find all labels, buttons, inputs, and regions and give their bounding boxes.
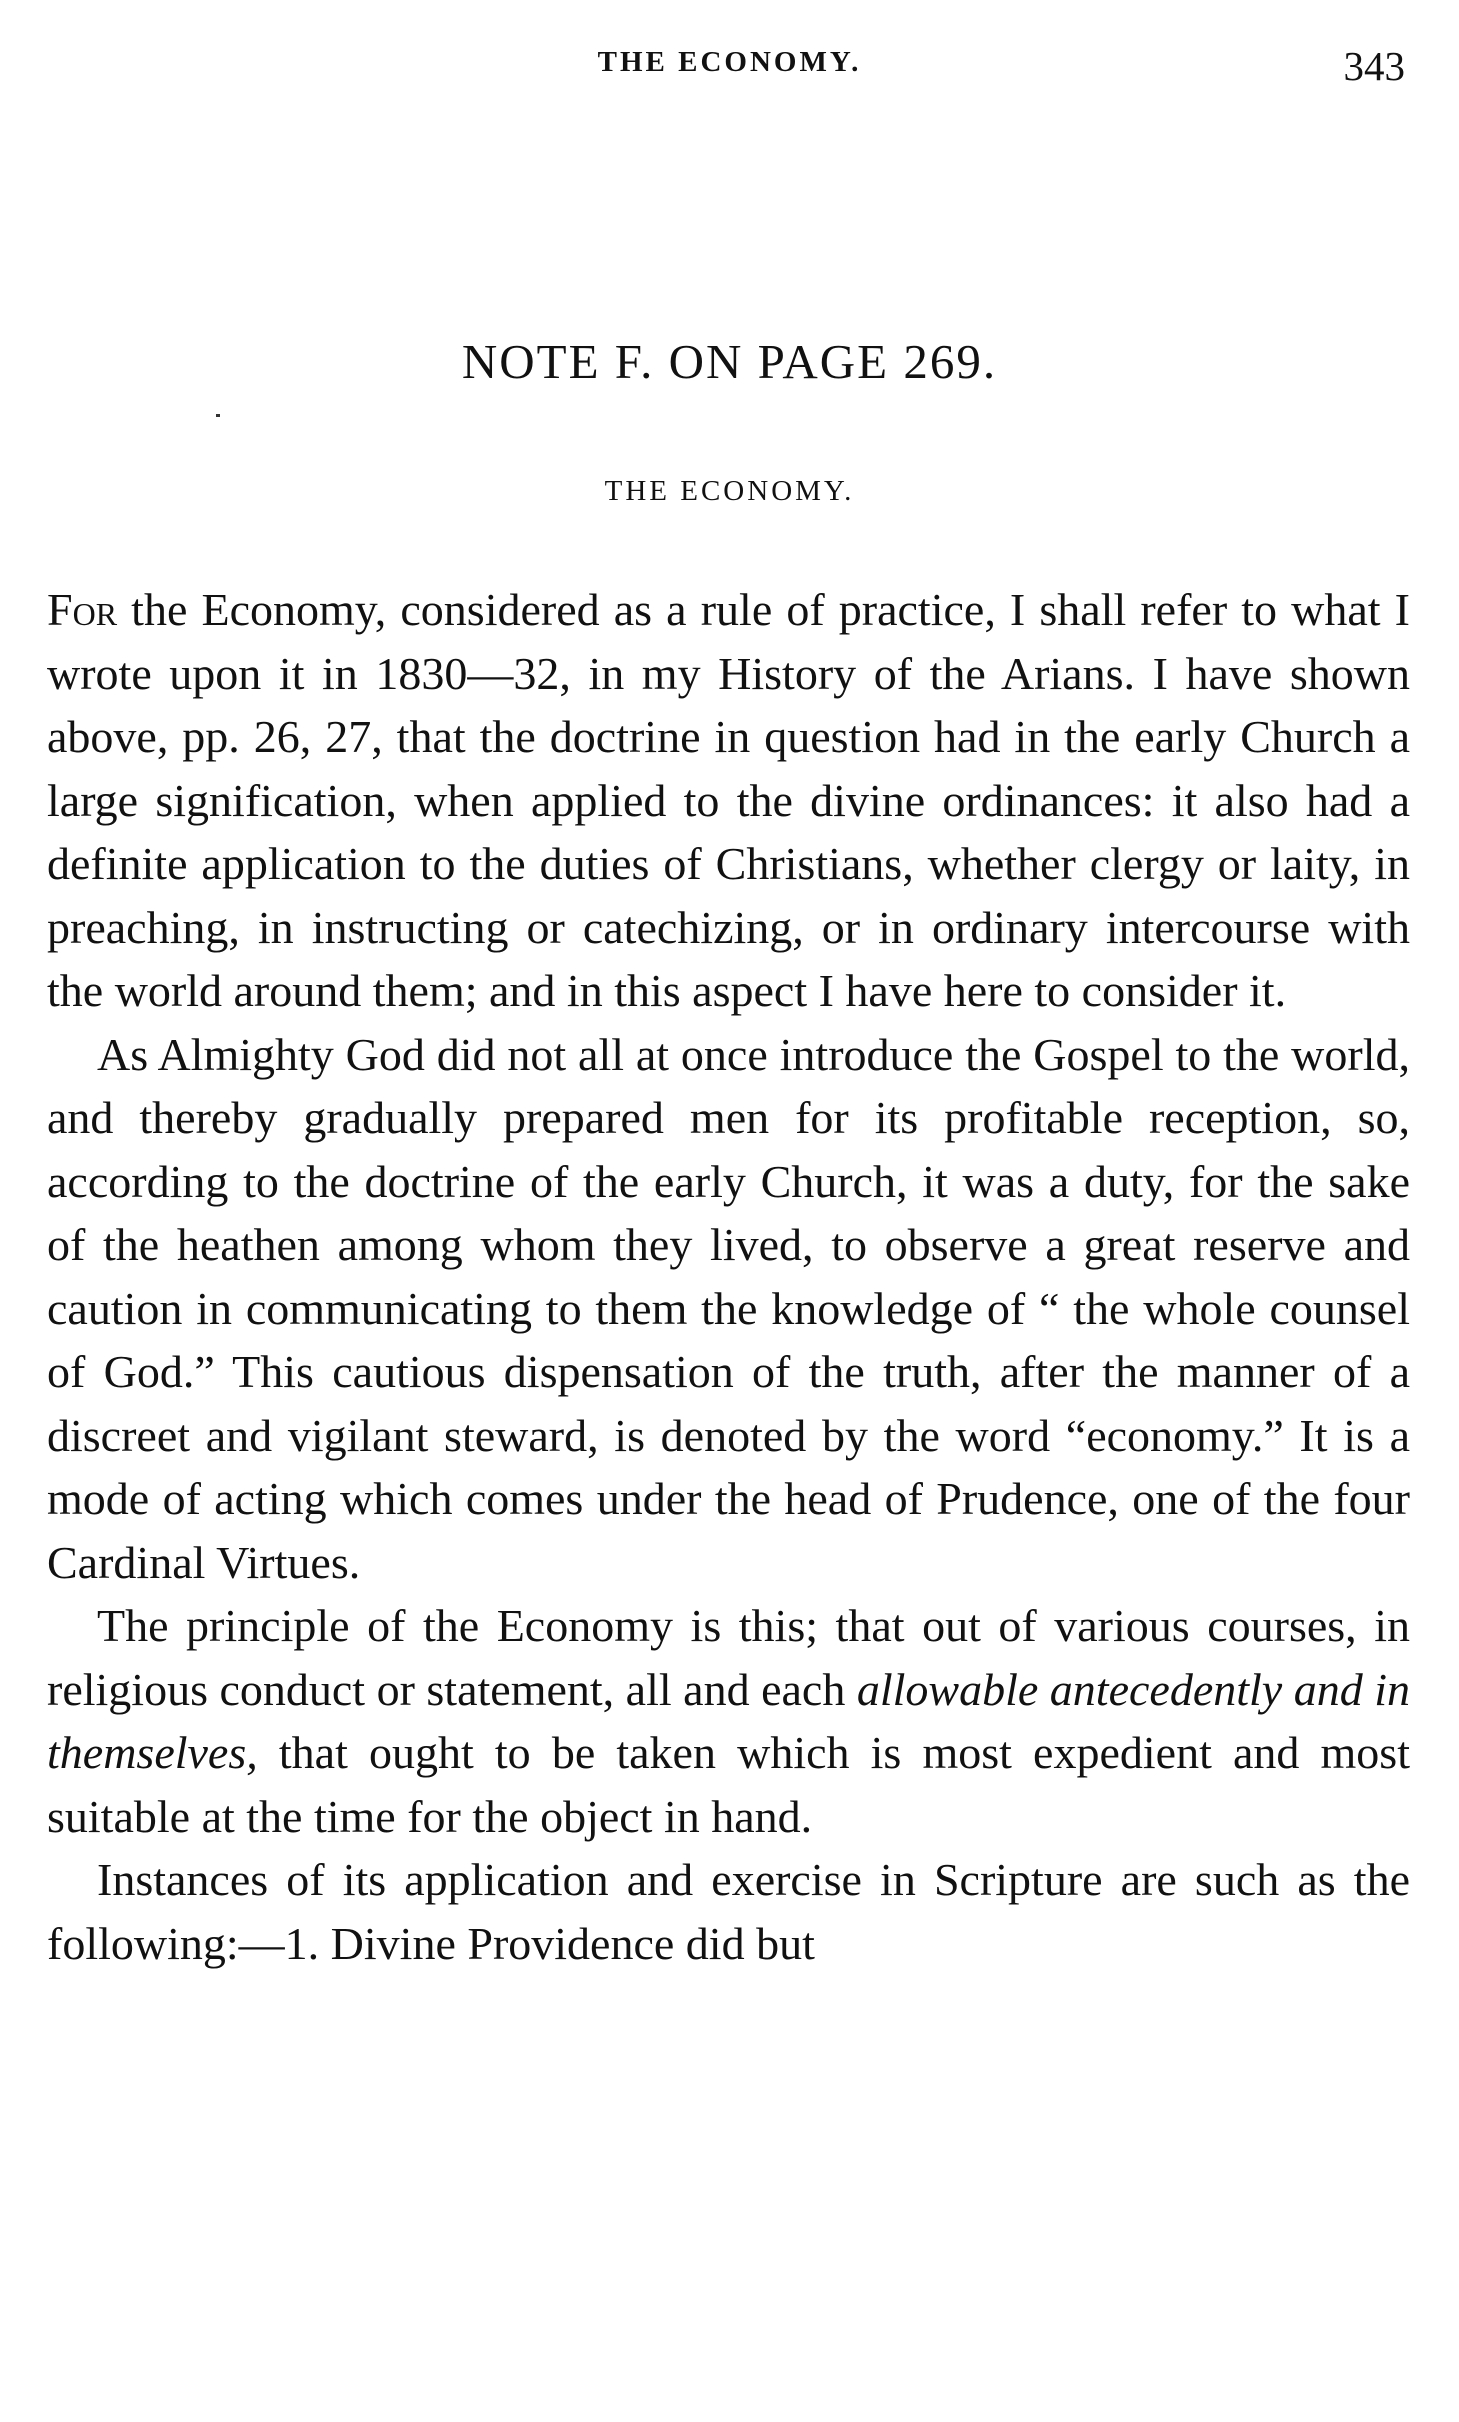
paragraph-3-text-after: that ought to be taken which is most expedient and most suitable at the time for the object in hand. xyxy=(47,1727,1410,1842)
paragraph-lead-word: For xyxy=(47,584,118,635)
print-speck xyxy=(216,414,220,417)
section-title: THE ECONOMY. xyxy=(604,475,855,507)
running-head xyxy=(0,42,1459,92)
paragraph-3 xyxy=(47,1594,1410,1848)
running-title: THE ECONOMY. xyxy=(597,46,862,78)
paragraph-1-text: the Economy, considered as a rule of practice, I shall refer to what I wrote upon it in 1830—32, in my History of the Arians. I have shown above, pp. 26, 27, that the doctrine in question had in the early Church a large signification, when applied to the divine ordinances: it also had a definite application to the duties of Christians, whether clergy or laity, in preaching, in instructing or catechizing, or in ordinary intercourse with the world around them; and in this aspect I have here to consider it. xyxy=(47,584,1410,1016)
paragraph-1 xyxy=(47,578,1410,1023)
paragraph-4: Instances of its application and exercise in Scripture are such as the following:—1. Divine Providence did but xyxy=(47,1854,1410,1969)
note-heading: NOTE F. ON PAGE 269. xyxy=(461,334,998,389)
page-number: 343 xyxy=(1343,43,1405,89)
paragraph-2: As Almighty God did not all at once introduce the Gospel to the world, and thereby gradually prepared men for its profitable reception, so, according to the doctrine of the early Church, it was a duty, for the sake of the heathen among whom they lived, to observe a great reserve and caution in communicating to them the knowledge of “ the whole counsel of God.” This cautious dispensation of the truth, after the manner of a discreet and vigilant steward, is denoted by the word “economy.” It is a mode of acting which comes under the head of Prudence, one of the four Cardinal Virtues. xyxy=(47,1028,1410,1588)
body-text xyxy=(47,578,1410,1975)
paragraph-3-text-before: The principle of the Economy is this; that out of various courses, in religious conduct or statement, all and each xyxy=(47,1600,1410,1715)
paragraph-3-italic: allowable antecedently and in themselves, xyxy=(47,1663,1410,1778)
